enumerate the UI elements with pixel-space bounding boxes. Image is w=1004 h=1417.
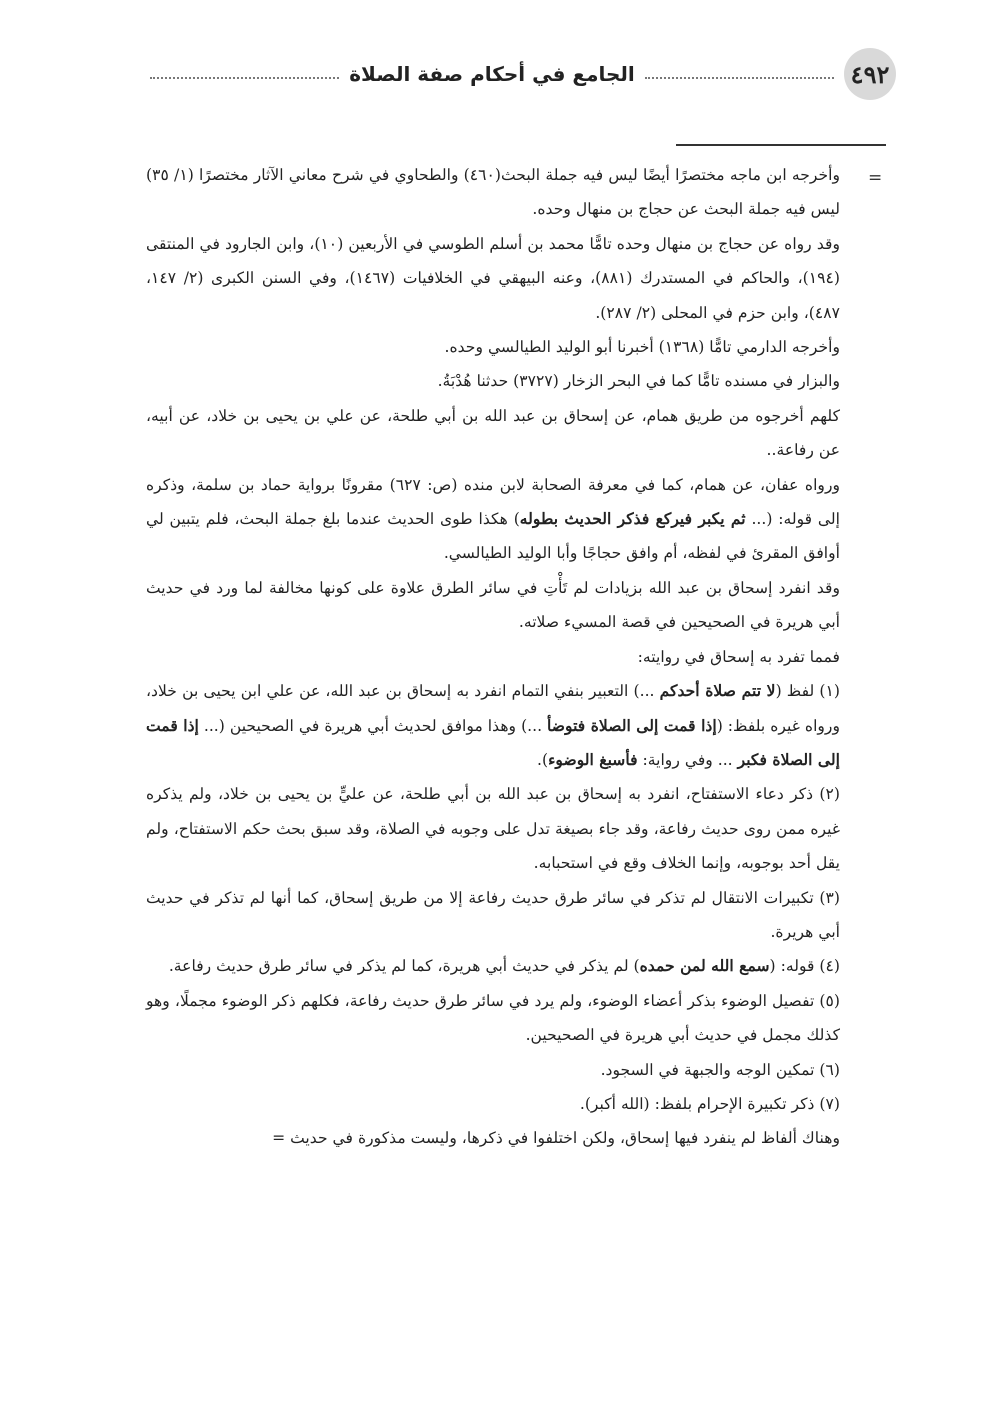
footnote-rule bbox=[676, 144, 886, 146]
paragraph-p6 bbox=[146, 468, 840, 571]
bold-quote: فأسبغ الوضوء bbox=[548, 749, 638, 769]
text-run: كلهم أخرجوه من طريق همام، عن إسحاق بن عبد الله بن أبي طلحة، عن علي بن يحيى بن خلاد، عن أبيه، عن رفاعة.. bbox=[146, 406, 840, 460]
paragraph-p15 bbox=[146, 1087, 840, 1121]
continuation-marker: = bbox=[868, 168, 883, 188]
text-run: (١) لفظ ( bbox=[775, 682, 840, 701]
page-header bbox=[140, 44, 896, 104]
paragraph-p12 bbox=[146, 949, 840, 983]
paragraph-p11 bbox=[146, 881, 840, 950]
bold-quote: ثم يكبر فيركع فذكر الحديث بطوله bbox=[519, 509, 746, 529]
paragraph-p8 bbox=[146, 640, 840, 674]
bold-quote: لا تتم صلاة أحدكم bbox=[659, 681, 776, 701]
bold-quote: إذا قمت إلى الصلاة فكبر bbox=[146, 715, 840, 769]
page-title: الجامع في أحكام صفة الصلاة bbox=[349, 62, 635, 86]
paragraph-p5 bbox=[146, 399, 840, 468]
paragraph-p7 bbox=[146, 571, 840, 640]
text-run: (٧) ذكر تكبيرة الإحرام بلفظ: (الله أكبر). bbox=[579, 1094, 840, 1113]
paragraph-p13 bbox=[146, 984, 840, 1053]
text-run: وأخرجه الدارمي تامًّا (١٣٦٨) أخبرنا أبو الوليد الطيالسي وحده. bbox=[444, 338, 840, 357]
footnote-body bbox=[146, 158, 840, 1156]
bold-quote: سمع الله لمن حمده bbox=[639, 956, 770, 976]
paragraph-p16 bbox=[146, 1121, 840, 1155]
text-run: (٦) تمكين الوجه والجبهة في السجود. bbox=[600, 1060, 840, 1079]
text-run: ورواه عفان، عن همام، كما في معرفة الصحابة لابن منده (ص: ٦٢٧) مقرونًا برواية حماد بن سلمة، وذكره إلى قوله: (... bbox=[146, 475, 841, 529]
page-number: ٤٩٢ bbox=[844, 48, 896, 100]
text-run: والبزار في مسنده تامًّا كما في البحر الزخار (٣٧٢٧) حدثنا هُدْبَةُ. bbox=[437, 372, 840, 391]
paragraph-p4 bbox=[146, 364, 840, 398]
paragraph-p3 bbox=[146, 330, 840, 364]
text-run: وأخرجه ابن ماجه مختصرًا أيضًا ليس فيه جملة البحث(٤٦٠) والطحاوي في شرح معاني الآثار مختصرًا (١/ ٣٥) ليس فيه جملة البحث عن حجاج بن منهال وحده. bbox=[146, 166, 840, 219]
text-run: وقد انفرد إسحاق بن عبد الله بزيادات لم تَأْتِ في سائر الطرق علاوة على كونها مخالفة لما ورد في حديث أبي هريرة في الصحيحين في قصة المسيء صلاته. bbox=[146, 578, 840, 632]
paragraph-p2 bbox=[146, 227, 840, 330]
text-run: ...) التعبير بنفي التمام انفرد به إسحاق بن عبد الله، عن علي ابن يحيى بن خلاد، ورواه غيره بلفظ: ( bbox=[146, 682, 840, 735]
text-run: (٤) قوله: ( bbox=[769, 957, 840, 976]
text-run: فمما تفرد به إسحاق في روايته: bbox=[637, 647, 840, 666]
header-dots-right bbox=[645, 77, 834, 79]
paragraph-p14 bbox=[146, 1053, 840, 1087]
text-run: ...) وهذا موافق لحديث أبي هريرة في الصحيحين (... bbox=[198, 716, 548, 735]
text-run: ) لم يذكر في حديث أبي هريرة، كما لم يذكر في سائر طرق حديث رفاعة. bbox=[168, 957, 640, 976]
header-dots-left bbox=[150, 77, 339, 79]
paragraph-p10 bbox=[146, 777, 840, 880]
text-run: ) هكذا طوى الحديث عندما بلغ جملة البحث، فلم يتبين لي أوافق المقرئ في لفظه، أم وافق حجاجًا وأبا الوليد الطيالسي. bbox=[146, 510, 840, 563]
paragraph-p9 bbox=[146, 674, 840, 777]
text-run: (٥) تفصيل الوضوء بذكر أعضاء الوضوء، ولم يرد في سائر طرق حديث رفاعة، فكلهم ذكر الوضوء مجملًا، وهو كذلك مجمل في حديث أبي هريرة في الصحيحين. bbox=[146, 991, 840, 1045]
text-run: (٢) ذكر دعاء الاستفتاح، انفرد به إسحاق بن عبد الله بن أبي طلحة، عن عليٍّ بن يحيى بن خلاد، ولم يذكره غيره ممن روى حديث رفاعة، وقد جاء بصيغة تدل على وجوبه في الصلاة، وقد سبق بحث حكم الاستفتاح، ولم يقل أحد بوجوبه، وإنما الخلاف وقع في استحبابه. bbox=[146, 785, 840, 873]
paragraph-p1 bbox=[146, 158, 840, 227]
text-run: ... وفي رواية: bbox=[637, 750, 738, 769]
text-run: (٣) تكبيرات الانتقال لم تذكر في سائر طرق حديث رفاعة إلا من طريق إسحاق، كما أنها لم تذكر في حديث أبي هريرة. bbox=[146, 888, 840, 941]
text-run: ). bbox=[537, 750, 549, 769]
bold-quote: إذا قمت إلى الصلاة فتوضأ bbox=[547, 715, 717, 735]
text-run: وقد رواه عن حجاج بن منهال وحده تامًّا محمد بن أسلم الطوسي في الأربعين (١٠)، وابن الجارود في المنتقى (١٩٤)، والحاكم في المستدرك (٨٨١)، وعنه البيهقي في الخلافيات (١٤٦٧)، وفي السنن الكبرى (٢/ ١٤٧، ٤٨٧)، وابن حزم في المحلى (٢/ ٢٨٧). bbox=[146, 234, 841, 322]
text-run: وهناك ألفاظ لم ينفرد فيها إسحاق، ولكن اختلفوا في ذكرها، وليست مذكورة في حديث = bbox=[272, 1129, 840, 1148]
